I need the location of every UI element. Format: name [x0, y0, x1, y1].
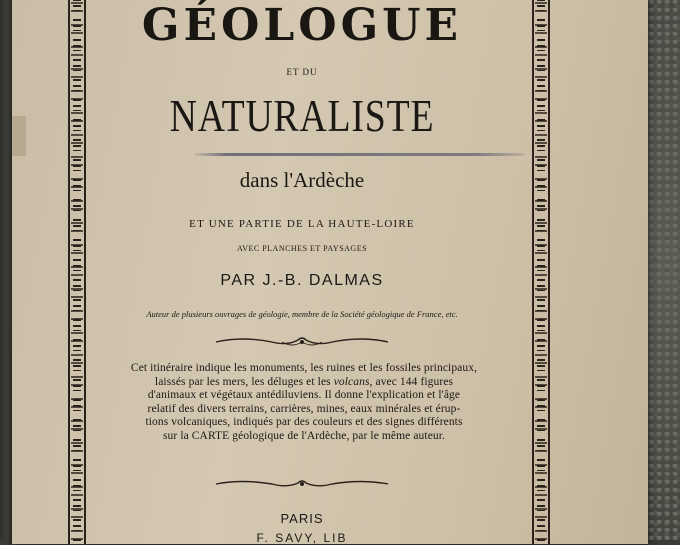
description-line: d'animaux et végétaux antédiluviens. Il donne l'explication et l'âge — [147, 389, 461, 401]
description-paragraph — [106, 362, 502, 443]
subtitle-region: ET UNE PARTIE DE LA HAUTE-LOIRE — [189, 218, 415, 230]
title-naturaliste: NATURALISTE — [169, 90, 435, 141]
description-line: laissés par les mers, les déluges et les volcans, avec 144 figures — [154, 375, 454, 388]
author-name: PAR J.-B. DALMAS — [220, 272, 384, 289]
paper-stain — [12, 116, 26, 156]
ornament-divider-top — [212, 334, 392, 350]
ornamental-border-right — [530, 0, 552, 544]
pen-underline — [194, 153, 524, 156]
description-line: Cet itinéraire indique les monuments, les ruines et les fossiles principaux, — [130, 362, 478, 374]
subtitle-illustrations: AVEC PLANCHES ET PAYSAGES — [236, 244, 368, 253]
description-line: relatif des divers terrains, carrières, mines, eaux minérales et érup- — [147, 402, 461, 415]
subtitle-ardeche: dans l'Ardèche — [239, 168, 365, 192]
publication-city: PARIS — [280, 511, 324, 526]
publisher-name: F. SAVY, LIB — [256, 531, 348, 545]
author-credentials: Auteur de plusieurs ouvrages de géologie, membre de la Société géologique de France, etc. — [146, 309, 458, 319]
description-line: tions volcaniques, indiqués par des couleurs et des signes différents — [145, 416, 463, 428]
description-line: sur la CARTE géologique de l'Ardèche, par le même auteur. — [162, 429, 446, 442]
title-conjunction: ET DU — [286, 67, 318, 77]
ornament-divider-bottom — [212, 476, 392, 492]
stone-surface — [648, 0, 680, 540]
title-geologue: GÉOLOGUE — [141, 0, 463, 51]
cover-text-block — [84, 0, 520, 545]
